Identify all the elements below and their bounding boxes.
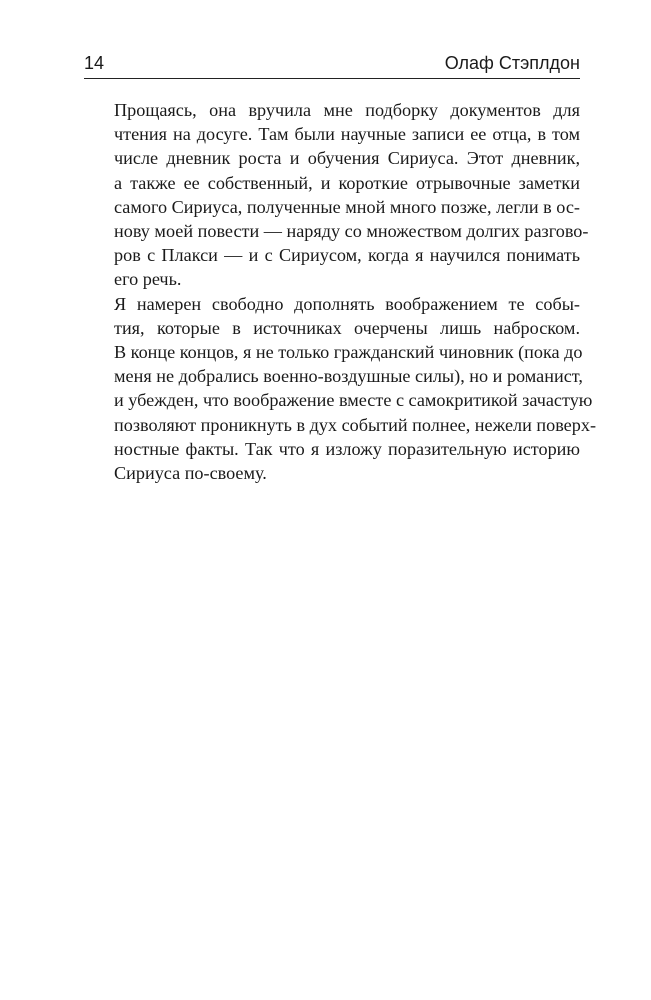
text-line: меня не добрались военно-воздушные силы), но и романист, xyxy=(114,366,583,387)
text-line: ров с Плакси — и с Сириусом, когда я научился понимать xyxy=(114,245,580,266)
text-line: Сириуса по-своему. xyxy=(114,463,267,484)
text-line: Прощаясь, она вручила мне подборку документов для xyxy=(114,100,580,120)
paragraph-1 xyxy=(84,98,589,292)
text-line: его речь. xyxy=(114,269,182,290)
text-line: самого Сириуса, полученные мной много позже, легли в ос- xyxy=(114,196,580,217)
running-header xyxy=(84,52,580,79)
text-line: и убежден, что воображение вместе с самокритикой зачастую xyxy=(114,390,593,411)
text-line: В конце концов, я не только гражданский чиновник (пока до xyxy=(114,342,583,363)
text-line: тия, которые в источниках очерчены лишь наброском. xyxy=(114,317,580,338)
paragraph-2 xyxy=(84,292,596,486)
text-line: нову моей повести — наряду со множеством долгих разгово- xyxy=(114,221,589,242)
body-text xyxy=(84,98,596,485)
text-line: ностные факты. Так что я изложу поразительную историю xyxy=(114,438,580,459)
text-line: а также ее собственный, и короткие отрывочные заметки xyxy=(114,172,580,193)
running-head-author: Олаф Стэплдон xyxy=(444,53,580,73)
text-line: Я намерен свободно дополнять воображением те собы- xyxy=(114,293,580,314)
page-number: 14 xyxy=(84,53,105,73)
text-line: числе дневник роста и обучения Сириуса. Этот дневник, xyxy=(114,148,580,169)
text-line: чтения на досуге. Там были научные записи ее отца, в том xyxy=(114,124,580,145)
text-line: позволяют проникнуть в дух событий полнее, нежели поверх- xyxy=(114,414,596,435)
